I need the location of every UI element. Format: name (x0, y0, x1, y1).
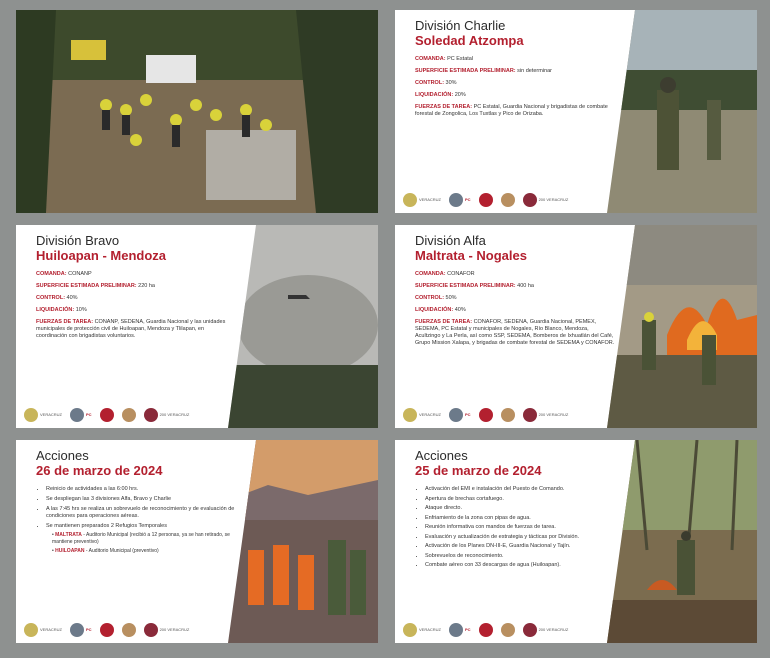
slide-division-alfa (395, 225, 757, 428)
field-fuerzas: FUERZAS DE TAREA: PC Estatal, Guardia Nacional y brigadistas de combate forestal de Zongolica, Los Tuxtlas y Pico de Orizaba. (415, 104, 608, 117)
pc-logo: PC (70, 408, 92, 422)
list-item: • Ataque directo. (425, 505, 630, 512)
field-superficie: SUPERFICIE ESTIMADA PRELIMINAR: sin determinar (415, 68, 553, 74)
seal-logo (479, 623, 493, 637)
slide-title: División Alfa (415, 233, 486, 248)
list-item: • Combate aéreo con 33 descargas de agua (Huiloapan). (425, 562, 630, 569)
slide-subtitle: 26 de marzo de 2024 (36, 463, 163, 478)
list-item: • Apertura de brechas cortafuego. (425, 496, 630, 503)
seal-logo (100, 408, 114, 422)
pc-logo: PC (449, 623, 471, 637)
list-item: • Activación de los Planes DN-III-E, Guardia Nacional y Tajín. (425, 543, 630, 550)
acciones-list (415, 486, 630, 569)
slide-acciones-25-marzo (395, 440, 757, 643)
slide-title: Acciones (415, 448, 468, 463)
guard-photo (607, 10, 757, 213)
list-item: • Reunión informativa con mandos de fuerzas de tarea. (425, 524, 630, 531)
list-item: • Evaluación y actualización de estrategia y tácticas por División. (425, 534, 630, 541)
footer-logos (403, 623, 568, 637)
field-comanda: COMANDA: PC Estatal (415, 56, 474, 62)
field-comanda: COMANDA: CONAFOR (415, 271, 475, 277)
pc-logo: PC (449, 408, 471, 422)
veracruz-logo: VERACRUZ (403, 193, 441, 207)
200-anos-logo: 200 VERACRUZ (523, 193, 569, 207)
veracruz-logo: VERACRUZ (24, 623, 62, 637)
footer-logos (24, 623, 189, 637)
field-fuerzas: FUERZAS DE TAREA: CONANP, SEDENA, Guardia Nacional y las unidades municipales de protección civil de Huiloapan, Mendoza y Tlilapan, en coordinación con brigadistas voluntarios. (36, 319, 226, 339)
helicopter-smoke-photo (228, 225, 378, 428)
slide-title: División Bravo (36, 233, 120, 248)
veracruz-seal-logo (501, 193, 515, 207)
field-liquidacion: LIQUIDACIÓN: 20% (415, 92, 466, 98)
field-comanda: COMANDA: CONANP (36, 271, 92, 277)
seal-logo (479, 408, 493, 422)
list-item: • Activación del EMI e instalación del Puesto de Comando. (425, 486, 630, 493)
slide-division-charlie (395, 10, 757, 213)
200-anos-logo: 200 VERACRUZ (523, 408, 569, 422)
list-item: • Enfriamiento de la zona con pipas de agua. (425, 515, 630, 522)
200-anos-logo: 200 VERACRUZ (144, 408, 190, 422)
field-control: CONTROL: 40% (36, 295, 78, 301)
list-item: • A las 7:45 hrs se realiza un sobrevuelo de reconocimiento y de evaluación de condiciones para operaciones aéreas. (46, 506, 251, 520)
field-superficie: SUPERFICIE ESTIMADA PRELIMINAR: 400 ha (415, 283, 534, 289)
slide-title: Acciones (36, 448, 89, 463)
slide-subtitle: Maltrata - Nogales (415, 248, 527, 263)
wildfire-photo (607, 225, 757, 428)
veracruz-logo: VERACRUZ (24, 408, 62, 422)
veracruz-seal-logo (122, 623, 136, 637)
200-anos-logo: 200 VERACRUZ (523, 623, 569, 637)
field-fuerzas: FUERZAS DE TAREA: CONAFOR, SEDENA, Guardia Nacional, PEMEX, SEDEMA, PC Estatal y municipales de Nogales, Río Blanco, Mendoza, Acultzingo y La Perla, así como SSP, SEDEMA, Bomberos de Ixhuatlán del Café, Grupo Mission Xalapa, y brigadas de combate forestal de SEDEMA y CONAFOR. (415, 319, 615, 346)
list-item: • HUILOAPAN - Auditorio Municipal (preventivo) (52, 548, 159, 554)
list-item: • MALTRATA - Auditorio Municipal (recibió a 12 personas, ya se han retirado, se mantiene preventivo) (52, 532, 230, 545)
veracruz-seal-logo (501, 408, 515, 422)
acciones-list (36, 486, 251, 555)
veracruz-logo: VERACRUZ (403, 408, 441, 422)
footer-logos (403, 193, 568, 207)
slide-subtitle: Huiloapan - Mendoza (36, 248, 166, 263)
slide-subtitle: 25 de marzo de 2024 (415, 463, 542, 478)
field-liquidacion: LIQUIDACIÓN: 10% (36, 307, 87, 313)
brigade-photo (16, 10, 378, 213)
list-item: • Sobrevuelos de reconocimiento. (425, 553, 630, 560)
slide-title: División Charlie (415, 18, 506, 33)
field-control: CONTROL: 50% (415, 295, 457, 301)
field-superficie: SUPERFICIE ESTIMADA PRELIMINAR: 220 ha (36, 283, 155, 289)
slide-division-bravo (16, 225, 378, 428)
list-item: • Reinicio de actividades a las 6:00 hrs. (46, 486, 251, 493)
veracruz-logo: VERACRUZ (403, 623, 441, 637)
slide-brigade-photo (16, 10, 378, 213)
field-liquidacion: LIQUIDACIÓN: 40% (415, 307, 466, 313)
list-item: • Se despliegan las 3 divisiones Alfa, Bravo y Charlie (46, 496, 251, 503)
footer-logos (403, 408, 568, 422)
pc-logo: PC (449, 193, 471, 207)
list-item: • Se mantienen preparados 2 Refugios Temporales • MALTRATA - Auditorio Municipal (recibió a 12 personas, ya se han retirado, se mantiene preventivo) • HUILOAPAN - Auditorio Municipal (preventivo) (46, 523, 251, 555)
field-control: CONTROL: 30% (415, 80, 457, 86)
seal-logo (479, 193, 493, 207)
veracruz-seal-logo (122, 408, 136, 422)
seal-logo (100, 623, 114, 637)
slide-acciones-26-marzo (16, 440, 378, 643)
pc-logo: PC (70, 623, 92, 637)
veracruz-seal-logo (501, 623, 515, 637)
slide-subtitle: Soledad Atzompa (415, 33, 524, 48)
200-anos-logo: 200 VERACRUZ (144, 623, 190, 637)
refugios-list (46, 532, 251, 555)
footer-logos (24, 408, 189, 422)
